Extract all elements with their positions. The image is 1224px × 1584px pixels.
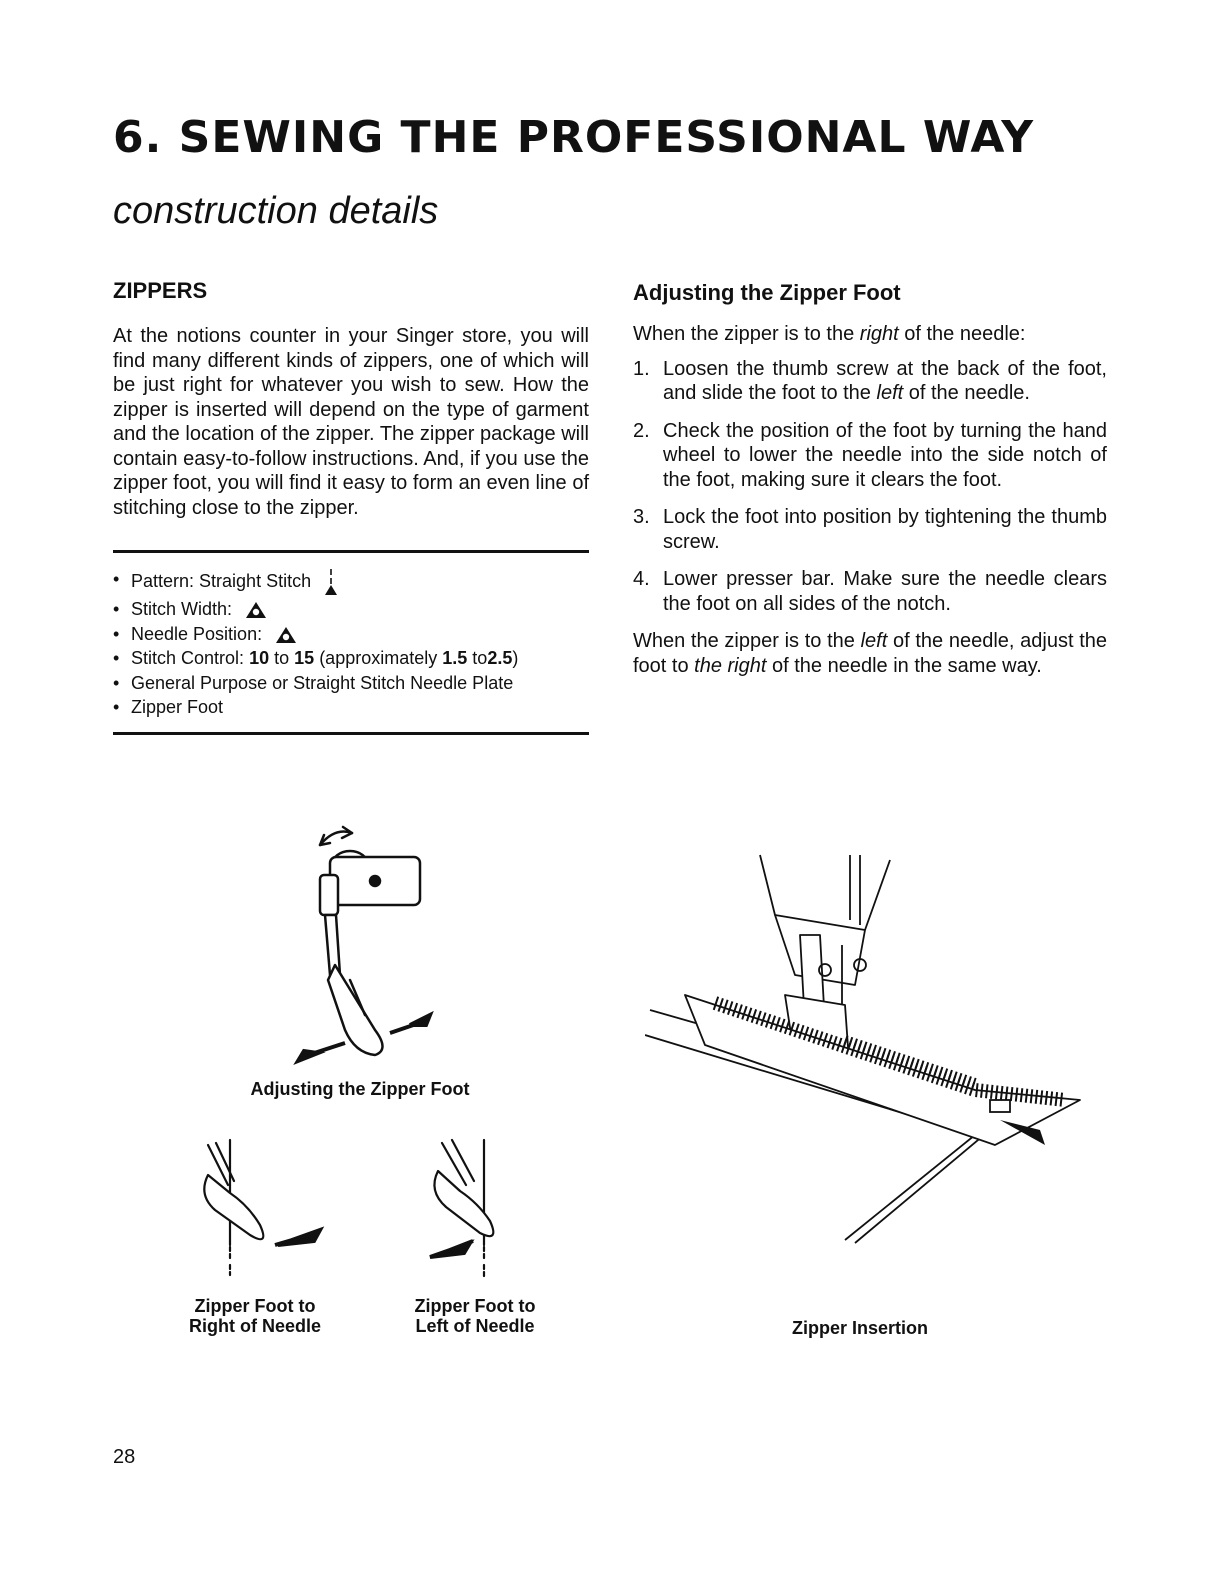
step-item: 3. Lock the foot into position by tightening the thumb screw. — [633, 506, 1107, 553]
setting-pattern: • Pattern: Straight Stitch — [113, 567, 589, 597]
zippers-heading: ZIPPERS — [113, 278, 208, 303]
settings-bottom-rule — [113, 732, 589, 735]
stitch-width-symbol-icon — [245, 600, 267, 620]
setting-needle-plate: • General Purpose or Straight Stitch Needle Plate — [113, 671, 589, 696]
right-of-needle-caption: Zipper Foot to Right of Needle — [188, 1296, 321, 1336]
needle-position-symbol-icon — [275, 625, 297, 645]
adjusting-closing: When the zipper is to the left of the needle, adjust the foot to the right of the needle in the same way. — [633, 630, 1107, 677]
settings-top-rule — [113, 550, 589, 553]
adjusting-intro: When the zipper is to the right of the needle: — [633, 323, 1026, 345]
setting-needle-position: • Needle Position: — [113, 622, 589, 647]
adjusting-steps — [633, 357, 1107, 617]
zipper-foot-left-of-needle-illustration — [418, 1135, 528, 1280]
zippers-body: At the notions counter in your Singer store, you will find many different kinds of zippers, one of which will be just right for whatever you wish to sew. How the zipper is inserted will depend on the type of garment and the location of the zipper. The zipper package will contain easy-to-follow instructions. And, if you use the zipper foot, you will find it easy to form an even line of stitching close to the zipper. — [113, 325, 589, 519]
step-item: 1. Loosen the thumb screw at the back of the foot, and slide the foot to the left of the needle. — [633, 357, 1107, 404]
zipper-insertion-illustration — [645, 845, 1085, 1250]
step-item: 2. Check the position of the foot by turning the hand wheel to lower the needle into the side notch of the foot, making sure it clears the foot. — [633, 419, 1107, 491]
adjusting-figure-caption: Adjusting the Zipper Foot — [250, 1079, 470, 1099]
setting-stitch-width: • Stitch Width: — [113, 597, 589, 622]
zipper-insertion-caption: Zipper Insertion — [791, 1318, 928, 1338]
zipper-foot-adjustment-illustration — [290, 815, 460, 1075]
setting-foot: • Zipper Foot — [113, 695, 589, 720]
straight-stitch-icon — [324, 567, 338, 597]
zipper-foot-right-of-needle-illustration — [190, 1135, 330, 1280]
adjusting-heading: Adjusting the Zipper Foot — [633, 280, 901, 305]
machine-settings-list — [113, 567, 589, 720]
zippers-section — [113, 278, 589, 735]
adjusting-section — [633, 280, 1107, 678]
left-of-needle-caption: Zipper Foot to Left of Needle — [414, 1296, 536, 1336]
setting-stitch-control: • Stitch Control: 10 to 15 (approximately 1.5 to2.5) — [113, 646, 589, 671]
section-subtitle: construction details — [113, 190, 439, 232]
step-item: 4. Lower presser bar. Make sure the needle clears the foot on all sides of the notch. — [633, 568, 1107, 615]
page-number: 28 — [113, 1446, 136, 1468]
page-title: 6. SEWING THE PROFESSIONAL WAY — [113, 112, 1035, 163]
